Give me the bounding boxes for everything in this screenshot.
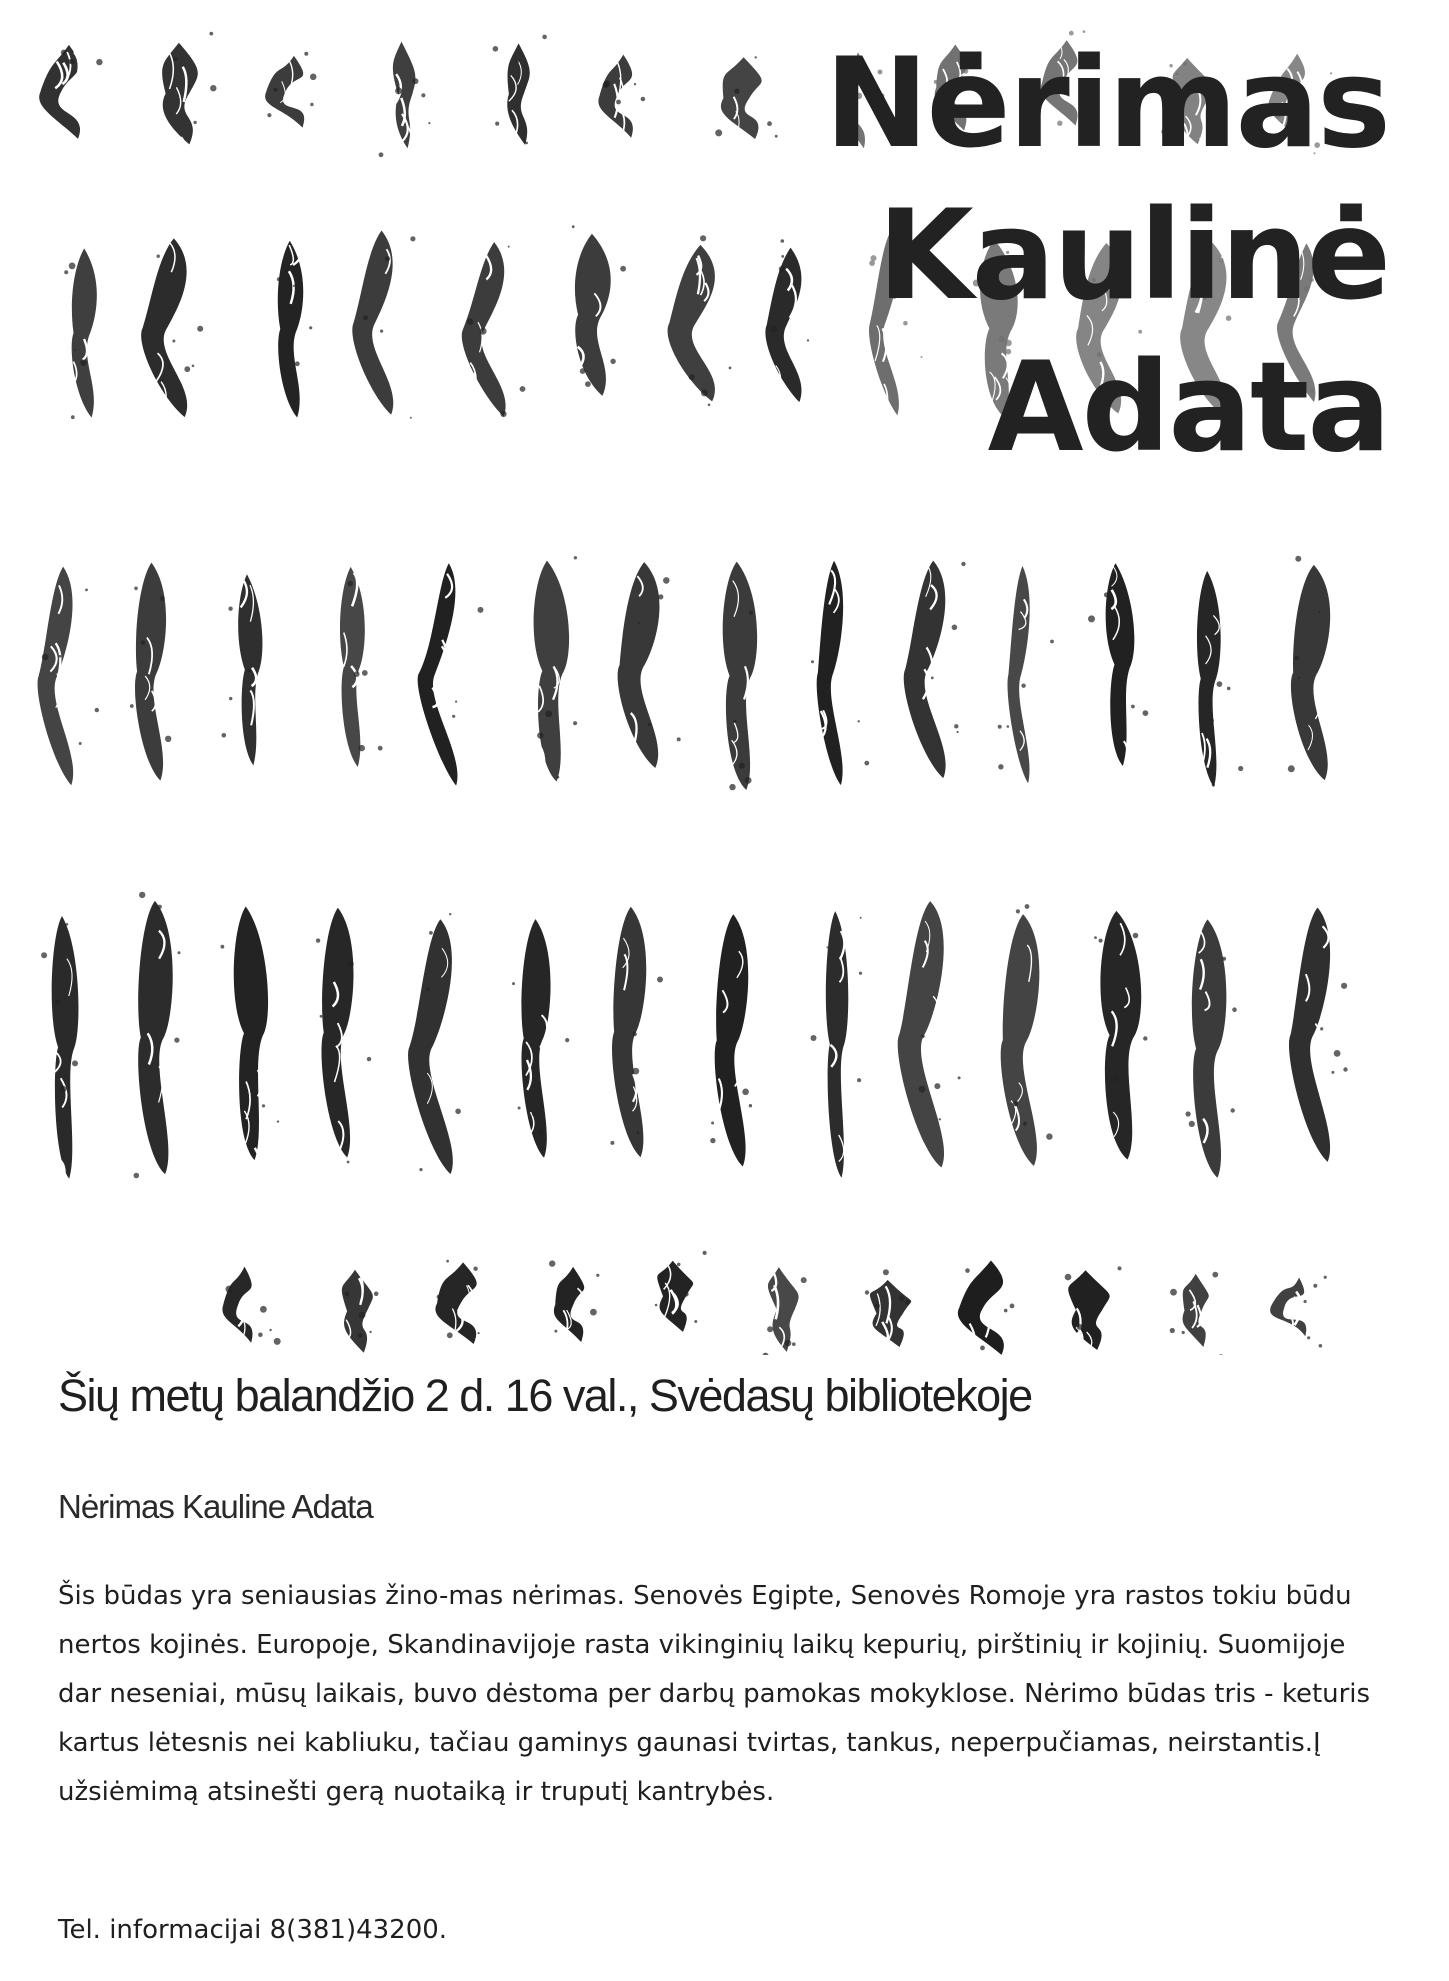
knit-stitch bbox=[222, 574, 263, 765]
knit-stitch bbox=[1170, 1272, 1223, 1355]
knit-stitch bbox=[265, 52, 316, 144]
knit-stitch bbox=[534, 556, 578, 781]
title-line-1: Nėrimas bbox=[825, 28, 1389, 180]
knit-stitch bbox=[1186, 919, 1237, 1177]
knit-stitch bbox=[811, 561, 869, 785]
knit-stitch bbox=[64, 248, 97, 424]
knit-stitch bbox=[1288, 556, 1330, 811]
knit-stitch bbox=[512, 919, 569, 1158]
event-date-location: Šių metų balandžio 2 d. 16 val., Svėdasų bibliotekoje bbox=[58, 1370, 1032, 1421]
knit-stitch bbox=[408, 913, 461, 1188]
knit-stitch bbox=[865, 1269, 911, 1347]
knit-stitch bbox=[379, 42, 431, 161]
knit-stitch bbox=[1289, 907, 1348, 1170]
knit-stitch bbox=[723, 562, 757, 791]
knit-stitch bbox=[904, 561, 966, 778]
knit-stitch bbox=[1094, 911, 1147, 1160]
knit-stitch bbox=[134, 892, 181, 1207]
knit-stitch bbox=[342, 1270, 379, 1355]
knit-stitch bbox=[1270, 1276, 1327, 1355]
contact-phone: Tel. informacijai 8(381)43200. bbox=[58, 1915, 448, 1945]
knit-stitch bbox=[418, 563, 484, 785]
knit-stitch bbox=[598, 55, 645, 141]
knit-stitch bbox=[493, 35, 547, 158]
knit-stitch bbox=[39, 45, 102, 139]
knit-stitch bbox=[572, 225, 626, 413]
poster-title bbox=[825, 28, 1389, 484]
knit-stitch bbox=[610, 907, 663, 1158]
knit-stitch bbox=[316, 908, 371, 1164]
knit-stitch bbox=[41, 916, 78, 1197]
knit-stitch bbox=[668, 235, 732, 406]
knit-stitch bbox=[38, 567, 99, 786]
knit-stitch bbox=[655, 1251, 707, 1332]
knit-stitch bbox=[811, 911, 863, 1178]
knit-stitch bbox=[710, 914, 752, 1166]
knit-stitch bbox=[462, 242, 526, 417]
description-paragraph: Šis būdas yra seniausias žino-mas nėrimas. Senovės Egipte, Senovės Romoje yra rastos tokiu būdu nertos kojinės. Europoje, Skandinavijoje rasta vikinginių laikų kepurių, pirštinių ir kojinių. Suomijoje dar neseniai, mūsų laikais, buvo dėstoma per darbų pamokas mokyklose. Nėrimo būdas tris - keturis kartus lėtesnis nei kabliuku, tačiau gaminys gaunasi tvirtas, tankus, neperpučiamas, neirstantis.Į užsiėmimą atsinešti gerą nuotaiką ir truputį kantrybės. bbox=[58, 1581, 1371, 1807]
knit-stitch bbox=[715, 56, 777, 164]
knit-stitch bbox=[277, 241, 312, 428]
knit-stitch bbox=[765, 239, 809, 420]
knit-stitch bbox=[898, 901, 961, 1173]
title-line-2: Kaulinė bbox=[825, 180, 1389, 332]
knit-stitch bbox=[618, 562, 681, 792]
knit-stitch bbox=[222, 1267, 280, 1355]
knit-stitch bbox=[549, 1260, 599, 1354]
knit-stitch bbox=[1001, 904, 1053, 1166]
knit-stitch bbox=[762, 1267, 806, 1355]
knit-stitch bbox=[1088, 563, 1148, 771]
knit-stitch bbox=[162, 32, 216, 156]
knit-stitch bbox=[130, 563, 171, 792]
knit-stitch bbox=[435, 1260, 479, 1344]
knit-stitch bbox=[998, 566, 1054, 809]
knit-stitch bbox=[352, 231, 415, 431]
knit-stitch bbox=[221, 906, 280, 1167]
knit-stitch bbox=[1065, 1266, 1122, 1355]
knit-stitch bbox=[141, 238, 203, 426]
title-line-3: Adata bbox=[825, 332, 1389, 484]
knit-stitch bbox=[958, 1261, 1019, 1355]
knit-stitch bbox=[1197, 571, 1243, 787]
knit-stitch bbox=[340, 567, 383, 793]
section-subtitle: Nėrimas Kauline Adata bbox=[58, 1488, 373, 1525]
